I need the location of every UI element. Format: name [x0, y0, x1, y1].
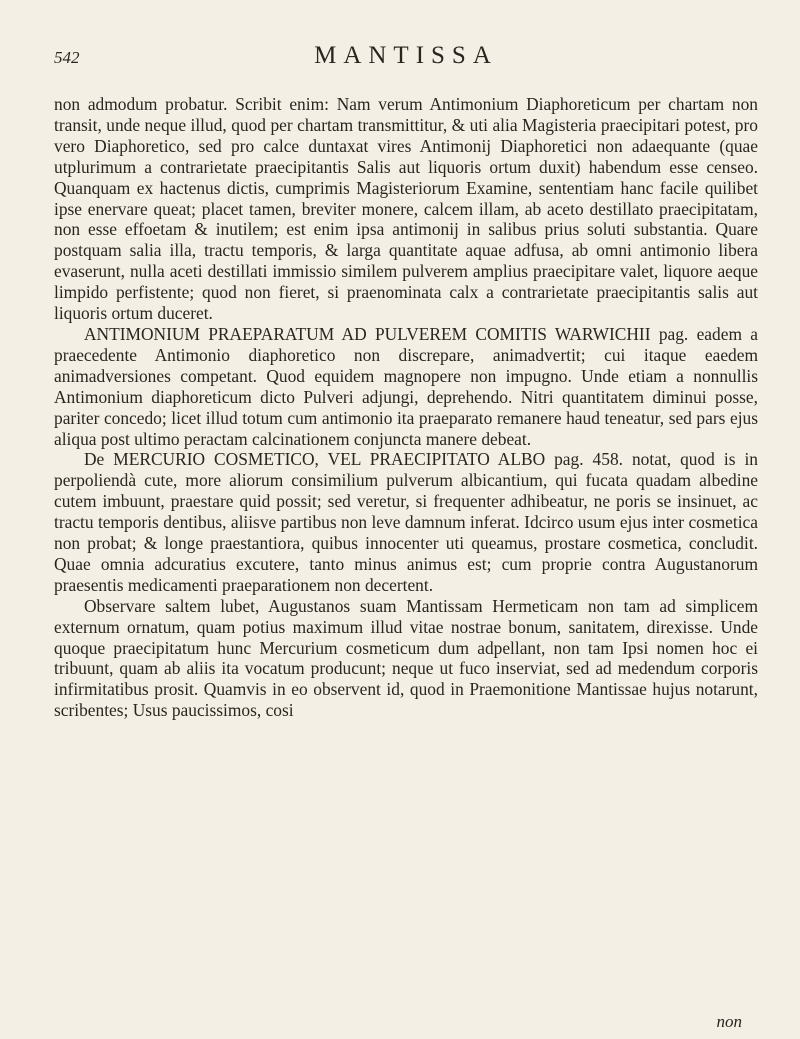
paragraph-antimonium: ANTIMONIUM PRAEPARATUM AD PULVEREM COMITIS WARWICHII pag. eadem a praecedente Antimonio diaphoretico non discrepare, animadvertit; cui itaque eaedem animadversiones competant. Quod equidem magnopere non impugno. Unde etiam a nonnullis Antimonium diaphoreticum dicto Pulveri adjungi, deprehendo. Nitri quantitatem diminui posse, pariter concedo; licet illud totum cum antimonio ita praeparato remanere haud teneatur, sed pars ejus aliqua post ultimo peractam calcinationem conjuncta manere debeat. [54, 323, 758, 449]
paragraph-observare: Observare saltem lubet, Augustanos suam Mantissam Hermeticam non tam ad simplicem externum ornatum, quam potius maximum illud vitae nostrae bonum, sanitatem, direxisse. Unde quoque praecipitatum hunc Mercurium cosmeticum dum adpellant, non tam Ipsi nomen hoc ei tribuunt, quam ab aliis ita vocatum producunt; neque ut fuco inserviat, sed ad medendum corporis infirmitatibus prosit. Quamvis in eo observent id, quod in Praemonitione Mantissae hujus notarunt, scribentes; Usus paucissimos, cosi [54, 595, 758, 721]
running-head: MANTISSA [314, 42, 498, 69]
catchword: non [716, 1012, 742, 1031]
paragraph-mercurio: De MERCURIO COSMETICO, VEL PRAECIPITATO ALBO pag. 458. notat, quod is in perpoliendà cute, more aliorum consimilium pulverum albicantium, qui fucata quadam albedine cutem imbuunt, praestare quid possit; sed veretur, si frequenter adhibeatur, ne poris se insinuet, ac tractu temporis dentibus, aliisve partibus non leve damnum inferat. Idcirco usum ejus inter cosmetica non probat; & longe praestantiora, quibus innocenter uti queamus, prostare cosmetica, concludit. Quae omnia adcuratius excutere, tanto minus animus est; cum proprie contra Augustanorum praesentis medicamenti praeparationem non decertent. [54, 449, 758, 595]
page-number: 542 [54, 48, 80, 67]
body-text [54, 94, 758, 721]
page-header [54, 42, 758, 76]
paragraph-continuation: non admodum probatur. Scribit enim: Nam verum Antimonium Diaphoreticum per chartam non transit, unde neque illud, quod per chartam transmittitur, & uti alia Magisteria praecipitari potest, pro vero Diaphoretico, sed pro calce duntaxat vires Antimonij Diaphoretici non adaequante (quae utplurimum a contrarietate praecipitantis Salis aut liquoris ortum duxit) habendum esse censeo. Quanquam ex hactenus dictis, cumprimis Magisteriorum Examine, sententiam hanc facile quilibet ipse enervare queat; placet tamen, breviter monere, calcem illam, ab aceto destillato praecipitatam, non esse effoetam & inutilem; est enim ipsa antimonij in salibus prius soluti substantia. Quare postquam salia illa, tractu temporis, & larga quantitate aquae adfusa, ab omni antimonio libera evaserunt, nulla aceti destillati immissio similem pulverem amplius praecipitare valet, liquore aeque limpido perfistente; quod non fieret, si praenominata calx a contrarietate praecipitantis salis aut liquoris ortum duceret. [54, 94, 758, 324]
